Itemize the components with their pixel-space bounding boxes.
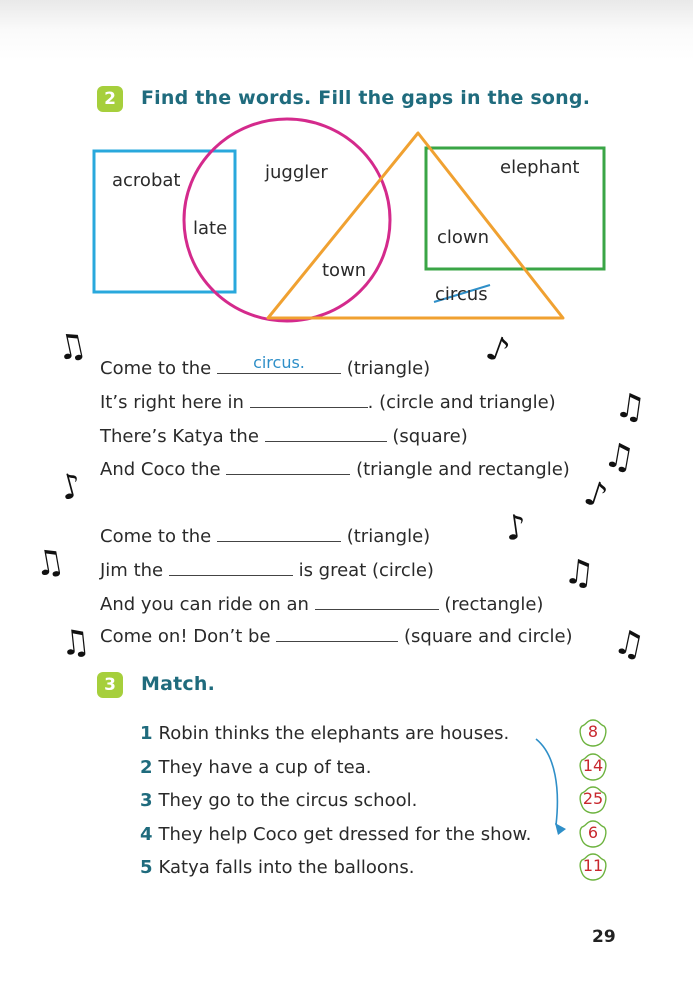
music-note-icon: ♪ [579,472,613,518]
match-item-4-number: 4 [140,824,153,845]
music-note-icon: ♫ [57,621,93,665]
song-line-7-hint: (rectangle) [444,594,544,615]
page-ref-4: 6 [587,823,599,842]
match-item-3-text: They go to the circus school. [158,790,418,811]
song-line-5-text: Come to the [100,526,212,547]
page-ref-5: 11 [582,856,604,875]
word-late: late [193,218,228,239]
song-line-3-hint: (square) [392,426,468,447]
word-juggler: juggler [265,162,328,183]
song-gap-1-answer: circus. [253,353,305,372]
music-note-icon: ♫ [610,621,649,667]
music-note-icon: ♪ [502,506,530,550]
song-line-4-hint: (triangle and rectangle) [356,459,570,480]
match-item-5-text: Katya falls into the balloons. [158,857,415,878]
match-item-4-text: They help Coco get dressed for the show. [158,824,532,845]
song-line-7-text: And you can ride on an [100,594,309,615]
song-line-3-text: There’s Katya the [100,426,259,447]
song-line-2-hint: . (circle and triangle) [367,392,556,413]
music-note-icon: ♪ [480,327,515,373]
exercise-2-badge: 2 [97,86,123,112]
exercise-2-title: Find the words. Fill the gaps in the song. [141,87,591,109]
song-line-6-hint: is great (circle) [298,560,434,581]
match-item-3-number: 3 [140,790,153,811]
word-elephant: elephant [500,157,580,178]
music-note-icon: ♫ [52,324,91,370]
song-line-5-hint: (triangle) [346,526,431,547]
word-circus: circus [435,284,488,305]
exercise-3-badge: 3 [97,672,123,698]
song-line-1-hint: (triangle) [346,358,431,379]
song-line-2-text: It’s right here in [100,392,244,413]
music-note-icon: ♫ [600,434,638,480]
song-line-8-text: Come on! Don’t be [100,626,271,647]
page-ref-2: 14 [582,756,604,775]
match-arrowhead [555,823,566,835]
match-item-1-number: 1 [140,723,153,744]
song-line-6-text: Jim the [100,560,164,581]
match-item-5-number: 5 [140,857,153,878]
word-clown: clown [437,227,490,248]
page-ref-1: 8 [587,722,599,741]
music-note-icon: ♪ [55,464,87,510]
match-item-2-number: 2 [140,757,153,778]
music-note-icon: ♫ [612,385,649,429]
music-note-icon: ♫ [561,551,597,595]
match-item-1-text: Robin thinks the elephants are houses. [158,723,510,744]
song-line-4-text: And Coco the [100,459,221,480]
word-town: town [322,260,367,281]
word-acrobat: acrobat [112,170,181,191]
match-arrow [536,739,557,825]
music-note-icon: ♫ [30,540,68,586]
page-ref-3: 25 [582,789,604,808]
song-line-1-text: Come to the [100,358,212,379]
match-item-2-text: They have a cup of tea. [158,757,372,778]
exercise-3-title: Match. [141,673,216,695]
page-number: 29 [592,927,616,947]
song-line-8-hint: (square and circle) [404,626,573,647]
